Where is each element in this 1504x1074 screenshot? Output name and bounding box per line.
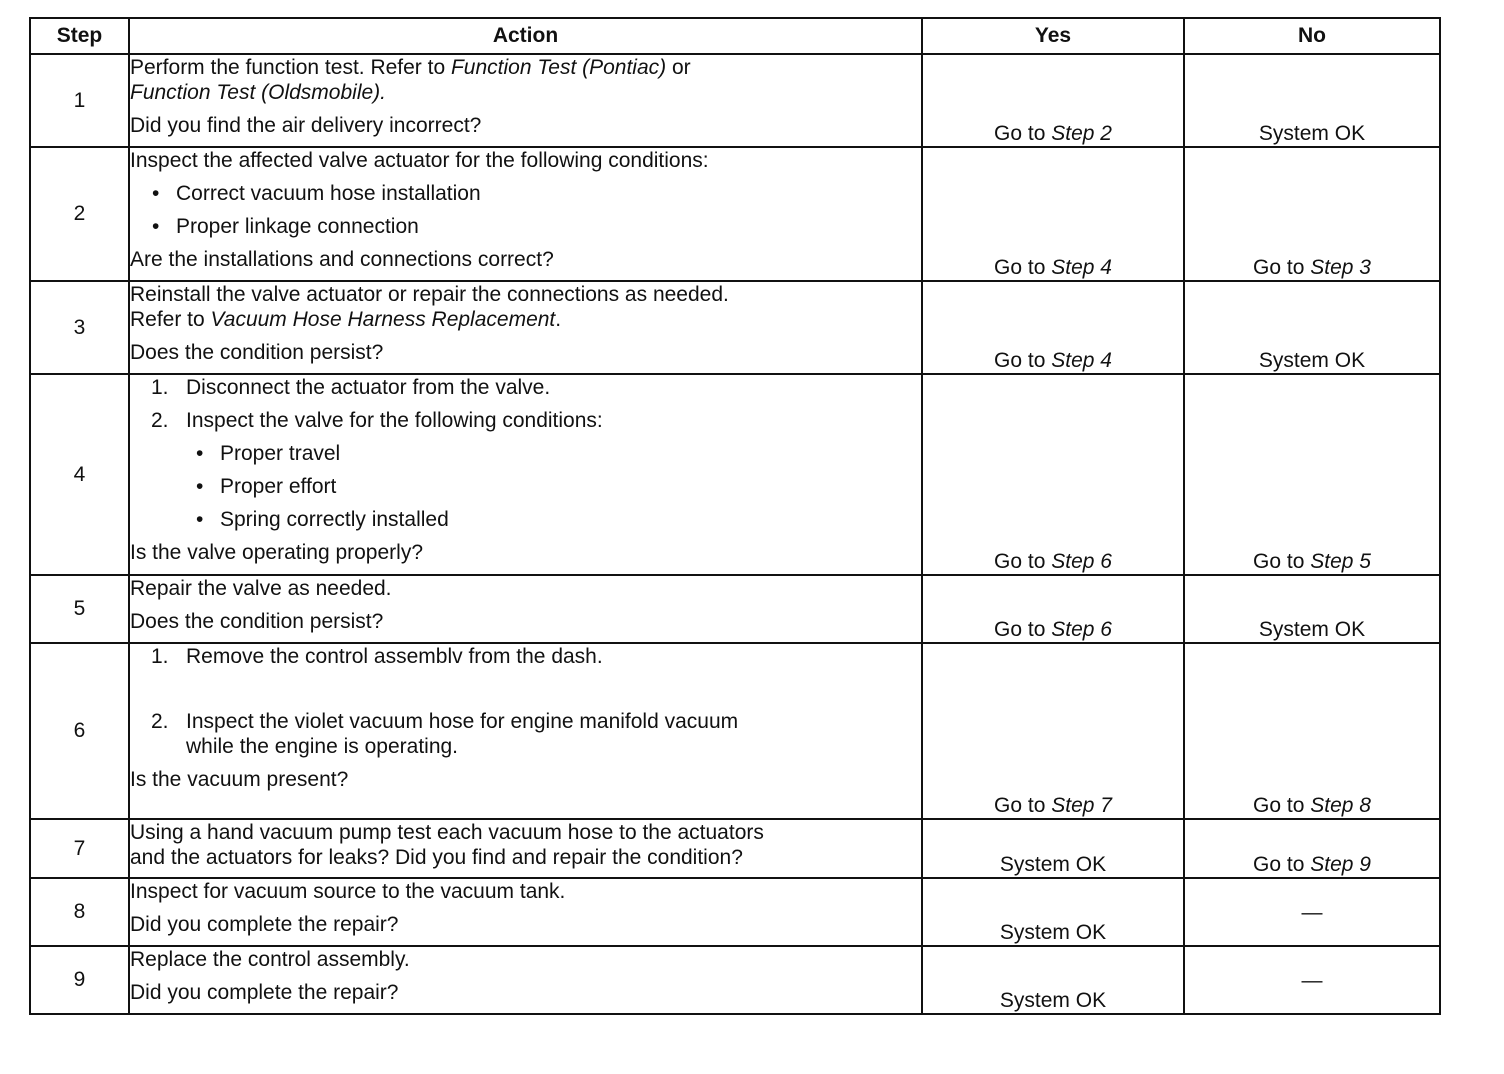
yes-cell: Go to Step 7 xyxy=(922,643,1184,819)
header-row xyxy=(30,18,1440,54)
reference-link: Function Test (Oldsmobile). xyxy=(130,81,386,104)
action-cell xyxy=(129,281,922,374)
action-question: Are the installations and connections correct? xyxy=(130,248,554,271)
action-question: Did you complete the repair? xyxy=(130,981,399,1004)
action-cell xyxy=(129,878,922,946)
reference-link: Function Test (Pontiac) xyxy=(450,56,667,79)
yes-cell: Go to Step 4 xyxy=(922,281,1184,374)
action-question: Does the condition persist? xyxy=(130,341,384,364)
no-cell: System OK xyxy=(1184,281,1440,374)
bullet-icon: • xyxy=(196,475,204,498)
no-cell: System OK xyxy=(1184,54,1440,147)
numbered-item: 1. Disconnect the actuator from the valve. xyxy=(151,376,551,399)
bullet-icon: • xyxy=(152,215,160,238)
yes-cell: System OK xyxy=(922,819,1184,878)
step-number: 9 xyxy=(30,946,129,1014)
action-text: Inspect for vacuum source to the vacuum tank. xyxy=(130,880,566,903)
step-reference: Step 6 xyxy=(1051,618,1112,641)
step-reference: Step 5 xyxy=(1310,550,1371,573)
no-cell: Go to Step 3 xyxy=(1184,147,1440,281)
step-reference: Step 4 xyxy=(1051,349,1112,372)
step-number: 4 xyxy=(30,374,129,575)
table-row xyxy=(30,54,1440,147)
action-text: Repair the valve as needed. xyxy=(130,577,392,600)
action-cell xyxy=(129,54,922,147)
bullet-icon: • xyxy=(196,442,204,465)
table-row xyxy=(30,281,1440,374)
diagnostic-table xyxy=(29,17,1441,1015)
step-number: 7 xyxy=(30,819,129,878)
bullet-item: • Correct vacuum hose installation xyxy=(152,182,481,205)
no-cell: Go to Step 5 xyxy=(1184,374,1440,575)
no-cell: System OK xyxy=(1184,575,1440,643)
action-cell xyxy=(129,575,922,643)
action-cell xyxy=(129,374,922,575)
action-question: Did you complete the repair? xyxy=(130,913,399,936)
no-cell: Go to Step 8 xyxy=(1184,643,1440,819)
table-row xyxy=(30,878,1440,946)
action-text: Replace the control assembly. xyxy=(130,948,410,971)
action-question: Did you find the air delivery incorrect? xyxy=(130,114,482,137)
action-cell xyxy=(129,946,922,1014)
action-cell xyxy=(129,643,922,819)
table-row xyxy=(30,819,1440,878)
yes-cell: Go to Step 2 xyxy=(922,54,1184,147)
table-row xyxy=(30,374,1440,575)
numbered-item: 1. Remove the control assemblv from the dash. xyxy=(151,645,603,668)
step-reference: Step 7 xyxy=(1051,794,1112,817)
bullet-icon: • xyxy=(152,182,160,205)
numbered-item: 2. Inspect the violet vacuum hose for engine manifold vacuum while the engine is operating. xyxy=(151,710,739,758)
header-step: Step xyxy=(30,18,129,54)
reference-link: Vacuum Hose Harness Replacement xyxy=(210,308,556,331)
header-no: No xyxy=(1184,18,1440,54)
no-cell: Go to Step 9 xyxy=(1184,819,1440,878)
table-row xyxy=(30,147,1440,281)
bullet-item: • Spring correctly installed xyxy=(196,508,449,531)
action-cell xyxy=(129,147,922,281)
yes-cell: Go to Step 4 xyxy=(922,147,1184,281)
step-reference: Step 8 xyxy=(1310,794,1371,817)
table-row xyxy=(30,643,1440,819)
action-text: Inspect the affected valve actuator for the following conditions: xyxy=(130,149,709,172)
step-number: 3 xyxy=(30,281,129,374)
step-number: 8 xyxy=(30,878,129,946)
yes-cell: Go to Step 6 xyxy=(922,575,1184,643)
header-yes: Yes xyxy=(922,18,1184,54)
yes-cell: System OK xyxy=(922,878,1184,946)
step-number: 2 xyxy=(30,147,129,281)
step-reference: Step 2 xyxy=(1051,122,1112,145)
action-question: Does the condition persist? xyxy=(130,610,384,633)
action-question: Is the vacuum present? xyxy=(130,768,349,791)
yes-cell: System OK xyxy=(922,946,1184,1014)
step-number: 5 xyxy=(30,575,129,643)
bullet-item: • Proper linkage connection xyxy=(152,215,419,238)
action-text: Reinstall the valve actuator or repair the connections as needed. Refer to Vacuum Hose Harness Replacement. xyxy=(130,283,729,331)
step-number: 1 xyxy=(30,54,129,147)
step-reference: Step 6 xyxy=(1051,550,1112,573)
step-reference: Step 3 xyxy=(1310,256,1371,279)
step-reference: Step 9 xyxy=(1310,853,1371,876)
action-question: Is the valve operating properly? xyxy=(130,541,424,564)
bullet-item: • Proper effort xyxy=(196,475,337,498)
table-row xyxy=(30,946,1440,1014)
numbered-item: 2. Inspect the valve for the following conditions: xyxy=(151,409,603,432)
no-cell: — xyxy=(1184,946,1440,1014)
no-cell: — xyxy=(1184,878,1440,946)
action-text: Perform the function test. Refer to Function Test (Pontiac) or Function Test (Oldsmobile). xyxy=(130,56,691,104)
header-action: Action xyxy=(129,18,922,54)
step-number: 6 xyxy=(30,643,129,819)
action-cell xyxy=(129,819,922,878)
table-row xyxy=(30,575,1440,643)
action-text: Using a hand vacuum pump test each vacuum hose to the actuators and the actuators for leaks? Did you find and repair the condition? xyxy=(130,821,764,869)
step-reference: Step 4 xyxy=(1051,256,1112,279)
bullet-item: • Proper travel xyxy=(196,442,341,465)
bullet-icon: • xyxy=(196,508,204,531)
yes-cell: Go to Step 6 xyxy=(922,374,1184,575)
